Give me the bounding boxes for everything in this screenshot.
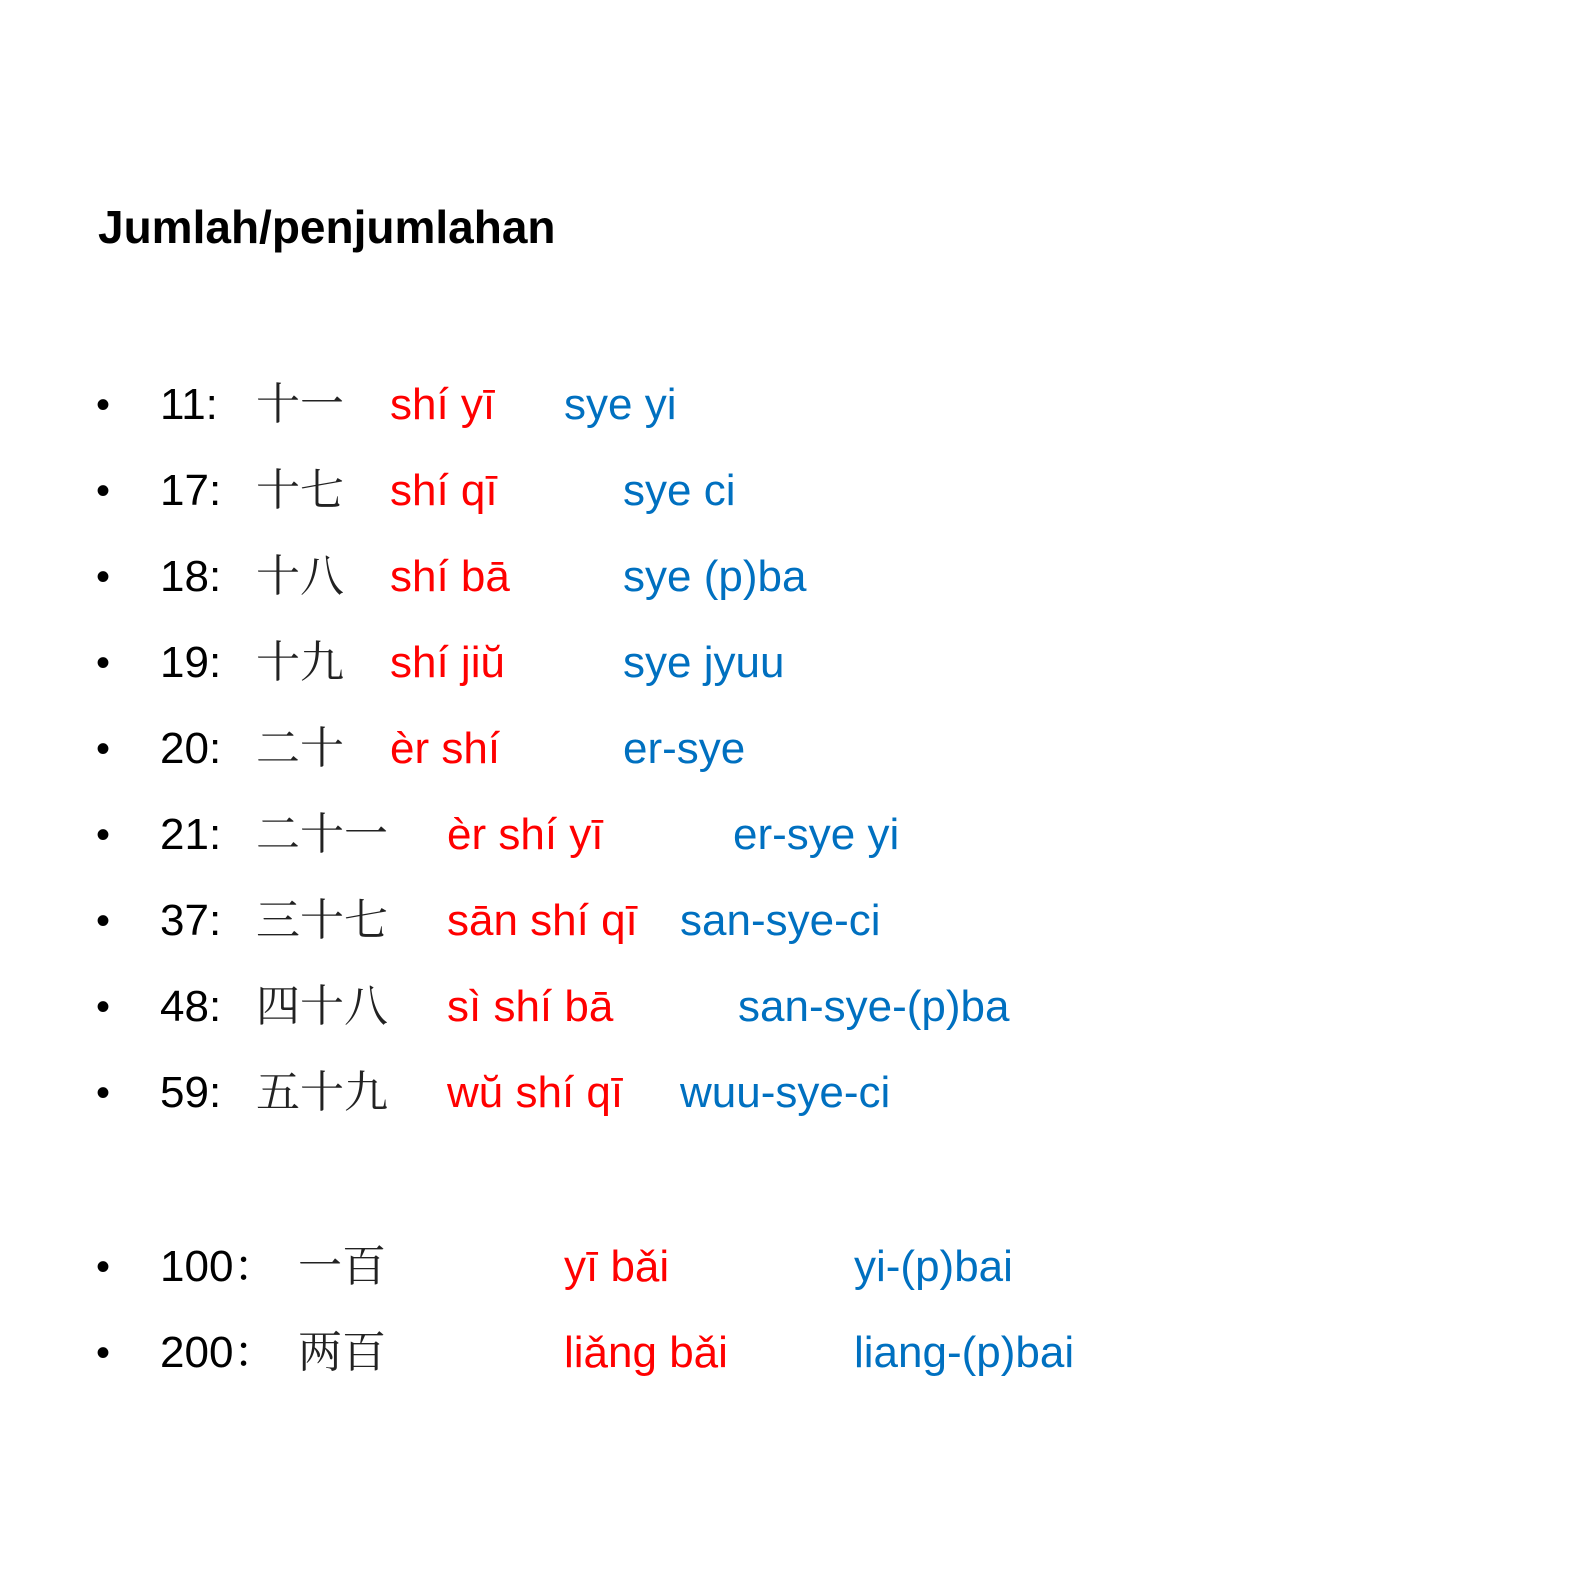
pinyin-text: wŭ shí qī (447, 1068, 624, 1117)
hanzi-text: 五十九 (256, 1067, 388, 1118)
list-item (0, 1323, 1576, 1383)
hanzi-text: 两百 (298, 1327, 386, 1378)
list-item (0, 375, 1576, 435)
pronunciation-text: sye yi (564, 380, 677, 429)
hanzi-text: 十七 (256, 465, 344, 516)
pinyin-text: èr shí yī (447, 810, 604, 859)
pinyin-text: sān shí qī (447, 896, 638, 945)
hanzi-text: 十九 (256, 637, 344, 688)
pinyin-text: shí jiŭ (390, 638, 505, 687)
pinyin-text: èr shí (390, 724, 501, 773)
list-item (0, 461, 1576, 521)
bullet: • (96, 727, 111, 771)
pronunciation-text: wuu-sye-ci (680, 1068, 891, 1117)
list-item (0, 719, 1576, 779)
list-item (0, 633, 1576, 693)
list-item (0, 977, 1576, 1037)
number-label: 17: (160, 466, 222, 515)
hanzi-text: 四十八 (256, 981, 388, 1032)
list-item (0, 1237, 1576, 1297)
number-label: 20: (160, 724, 222, 773)
list-item (0, 805, 1576, 865)
list-item (0, 891, 1576, 951)
bullet: • (96, 383, 111, 427)
bullet: • (96, 1331, 111, 1375)
hanzi-text: 十八 (256, 551, 344, 602)
pinyin-text: yī bǎi (564, 1242, 670, 1291)
pinyin-text: sì shí bā (447, 982, 614, 1031)
bullet: • (96, 899, 111, 943)
pronunciation-text: sye jyuu (623, 638, 785, 687)
pinyin-text: shí yī (390, 380, 496, 429)
bullet: • (96, 1245, 111, 1289)
number-label: 48: (160, 982, 222, 1031)
hanzi-text: 三十七 (256, 895, 388, 946)
pinyin-text: liǎng bǎi (564, 1328, 728, 1377)
pronunciation-text: sye (p)ba (623, 552, 807, 601)
pronunciation-text: sye ci (623, 466, 736, 515)
bullet: • (96, 555, 111, 599)
pinyin-text: shí qī (390, 466, 498, 515)
hanzi-text: 十一 (256, 379, 344, 430)
number-label: 18: (160, 552, 222, 601)
number-label: 200： (160, 1328, 278, 1377)
bullet: • (96, 469, 111, 513)
number-label: 11: (160, 380, 218, 429)
hanzi-text: 一百 (298, 1241, 386, 1292)
bullet: • (96, 1071, 111, 1115)
pronunciation-text: liang-(p)bai (854, 1328, 1075, 1377)
number-label: 37: (160, 896, 222, 945)
list-item (0, 547, 1576, 607)
bullet: • (96, 641, 111, 685)
pronunciation-text: yi-(p)bai (854, 1242, 1013, 1291)
pronunciation-text: er-sye yi (733, 810, 900, 859)
hanzi-text: 二十 (256, 723, 344, 774)
bullet: • (96, 813, 111, 857)
number-label: 59: (160, 1068, 222, 1117)
hanzi-text: 二十一 (256, 809, 388, 860)
number-label: 19: (160, 638, 222, 687)
number-label: 21: (160, 810, 222, 859)
pronunciation-text: er-sye (623, 724, 746, 773)
list-item (0, 1063, 1576, 1123)
bullet: • (96, 985, 111, 1029)
pinyin-text: shí bā (390, 552, 510, 601)
pronunciation-text: san-sye-ci (680, 896, 881, 945)
number-label: 100： (160, 1242, 278, 1291)
page-title: Jumlah/penjumlahan (98, 201, 556, 253)
pronunciation-text: san-sye-(p)ba (738, 982, 1010, 1031)
